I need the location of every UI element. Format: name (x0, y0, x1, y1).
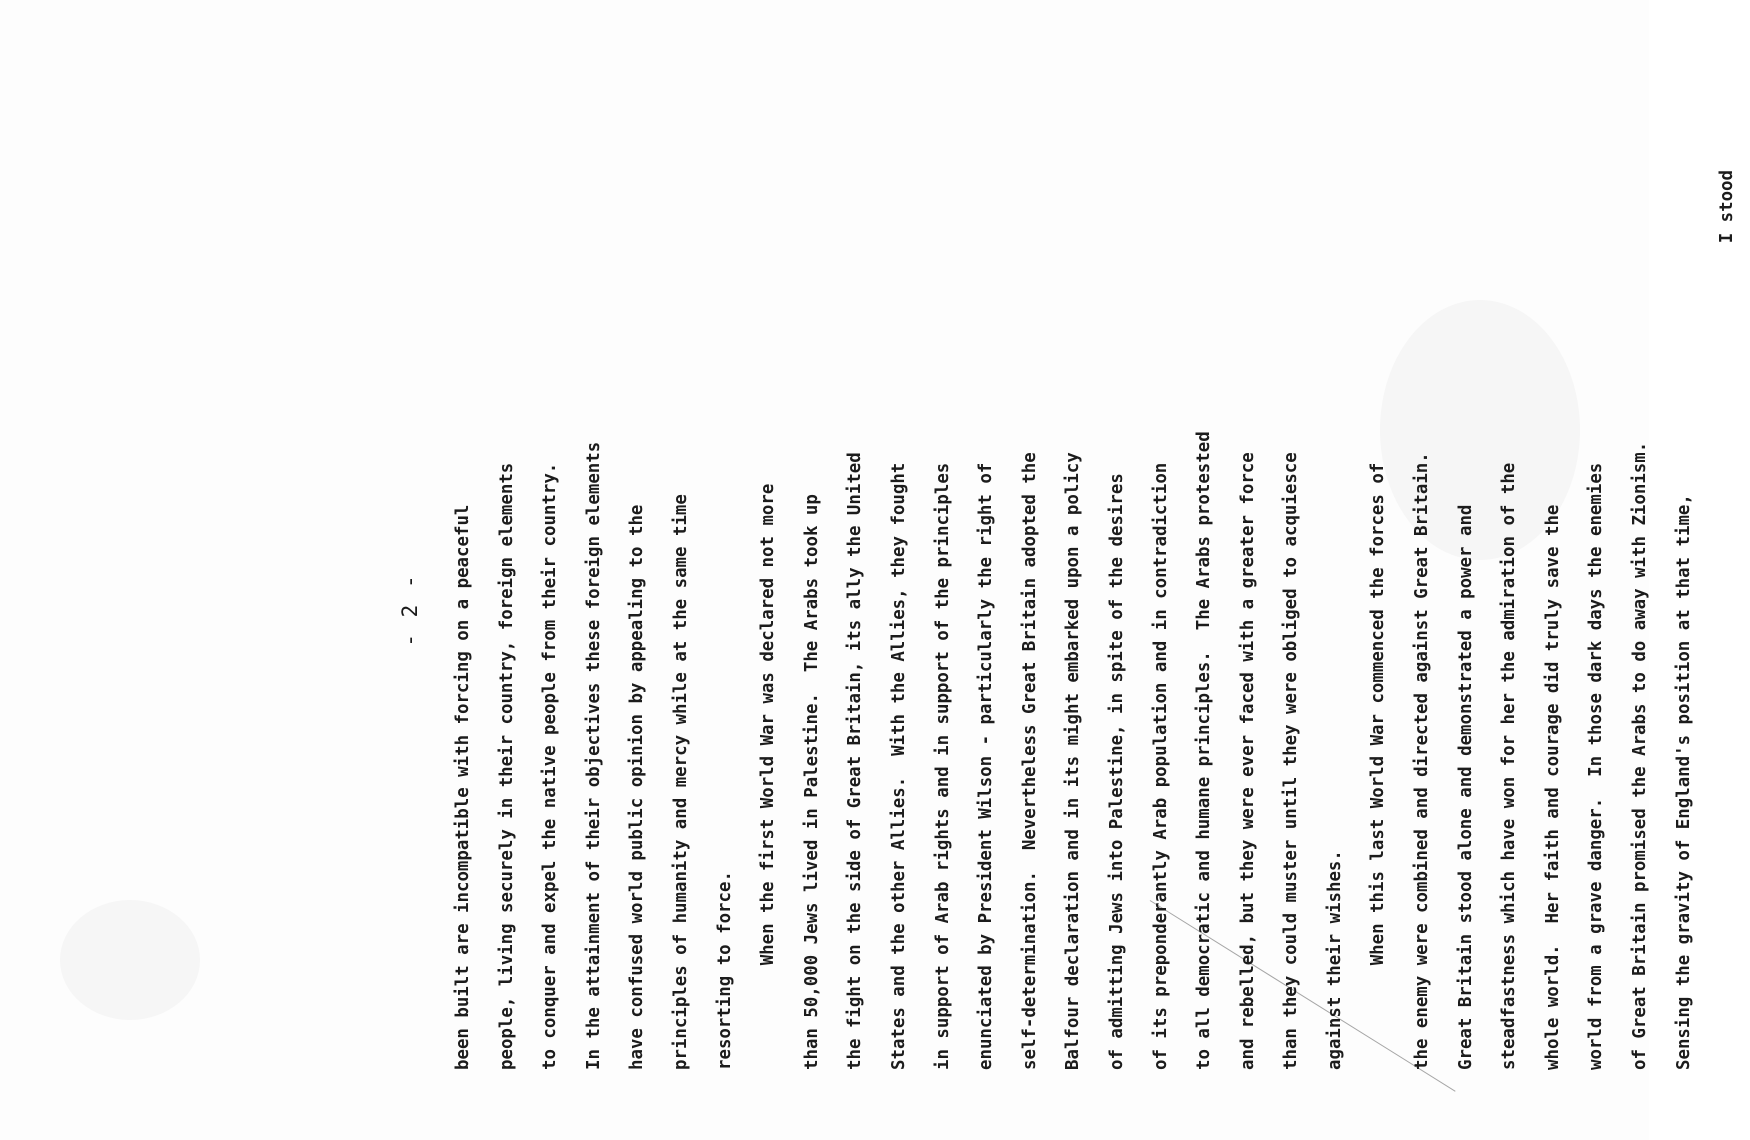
text-line: the enemy were combined and directed against Great Britain. (1412, 452, 1433, 1070)
text-line: have confused world public opinion by appealing to the (627, 504, 648, 1070)
text-line: I stood (1717, 170, 1738, 244)
text-line: enunciated by President Wilson - particularly the right of (976, 462, 997, 1070)
text-line: resorting to force. (714, 871, 735, 1070)
text-line: self-determination. Nevertheless Great Britain adopted the (1019, 452, 1040, 1070)
text-line: Balfour declaration and in its might embarked upon a policy (1063, 452, 1084, 1070)
text-line: world from a grave danger. In those dark days the enemies (1586, 462, 1607, 1070)
text-line: of Great Britain promised the Arabs to do away with Zionism. (1630, 441, 1651, 1070)
text-line: and rebelled, but they were ever faced with a greater force (1237, 452, 1258, 1070)
text-line: of admitting Jews into Palestine, in spite of the desires (1106, 473, 1127, 1070)
text-line: than 50,000 Jews lived in Palestine. The Arabs took up (801, 494, 822, 1070)
text-line: to all democratic and humane principles. The Arabs protested (1194, 431, 1215, 1070)
text-line: of its preponderantly Arab population and in contradiction (1150, 462, 1171, 1070)
body-text (442, 150, 1750, 1070)
text-line: principles of humanity and mercy while at the same time (670, 494, 691, 1070)
text-line: been built are incompatible with forcing on a peaceful (453, 504, 473, 1070)
text-line: the fight on the side of Great Britain, its ally the United (845, 452, 866, 1070)
text-line: in support of Arab rights and in support of the principles (932, 462, 953, 1070)
page-number: - 2 - (398, 573, 422, 647)
text-line: whole world. Her faith and courage did truly save the (1542, 504, 1563, 1070)
text-line: to conquer and expel the native people from their country. (540, 462, 561, 1070)
text-line: Sensing the gravity of England's position at that time, (1673, 494, 1694, 1070)
text-line: When this last World War commenced the forces of (1368, 462, 1389, 1070)
text-line: than they could muster until they were obliged to acquiesce (1281, 452, 1302, 1070)
text-line: Great Britain stood alone and demonstrated a power and (1455, 504, 1476, 1070)
typed-sheet (220, 150, 1738, 1070)
scan-smudge (60, 900, 200, 1020)
text-line: When the first World War was declared not more (758, 483, 779, 1070)
text-line: In the attainment of their objectives these foreign elements (583, 441, 604, 1070)
text-line: States and the other Allies. With the Allies, they fought (888, 462, 909, 1070)
text-line: steadfastness which have won for her the admiration of the (1499, 462, 1520, 1070)
text-line: people, living securely in their country, foreign elements (496, 462, 517, 1070)
text-line: against their wishes. (1324, 850, 1345, 1070)
